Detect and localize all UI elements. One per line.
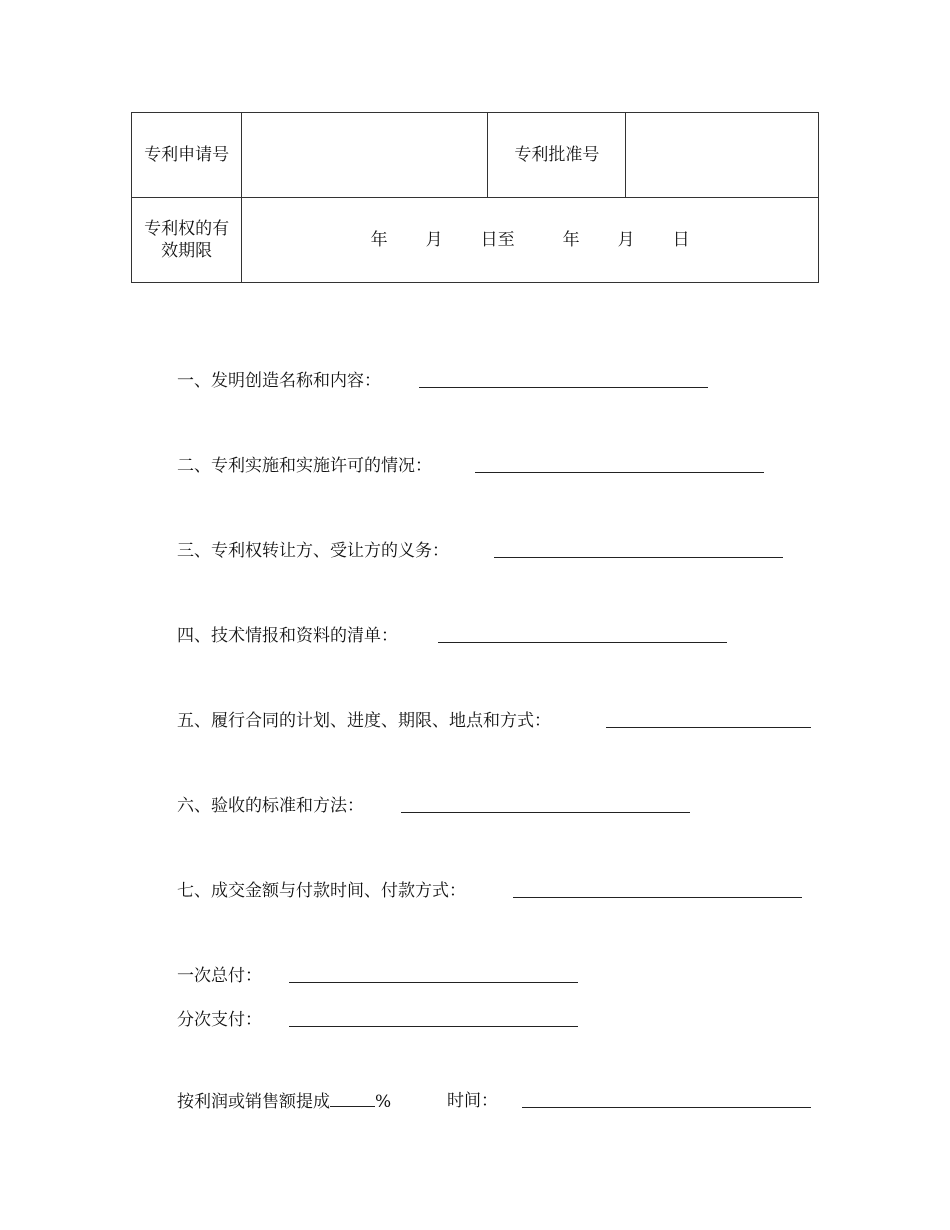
item-2-label: 二、专利实施和实施许可的情况： [177, 456, 432, 476]
item-2-blank[interactable] [475, 472, 764, 473]
royalty-time-blank[interactable] [522, 1107, 811, 1108]
patent-info-table [131, 112, 819, 283]
validity-label [132, 198, 242, 283]
lump-sum-label: 一次总付： [177, 966, 262, 986]
item-1-label: 一、发明创造名称和内容： [177, 371, 381, 391]
royalty-time-label: 时间： [447, 1091, 498, 1111]
approval-no-field[interactable] [626, 113, 819, 198]
validity-label-line2: 效期限 [161, 241, 213, 261]
start-year-label: 年 [370, 230, 388, 250]
percent-sign: % [375, 1092, 392, 1112]
item-5-label: 五、履行合同的计划、进度、期限、地点和方式： [177, 711, 551, 731]
application-no-field[interactable] [242, 113, 488, 198]
end-year-label: 年 [562, 230, 580, 250]
item-3-label: 三、专利权转让方、受让方的义务： [177, 541, 449, 561]
item-7-label: 七、成交金额与付款时间、付款方式： [177, 881, 466, 901]
item-4-blank[interactable] [438, 642, 727, 643]
start-day-to-label: 日至 [480, 230, 515, 250]
item-6-blank[interactable] [401, 812, 690, 813]
royalty-percent-blank[interactable] [330, 1089, 375, 1107]
application-no-label: 专利申请号 [132, 113, 242, 198]
item-3-blank[interactable] [494, 557, 783, 558]
approval-no-label: 专利批准号 [488, 113, 626, 198]
installments-blank[interactable] [289, 1026, 578, 1027]
item-1-blank[interactable] [419, 387, 708, 388]
item-5-blank[interactable] [606, 727, 811, 728]
royalty-line [177, 1089, 391, 1113]
start-month-label: 月 [425, 230, 443, 250]
royalty-label: 按利润或销售额提成 [177, 1092, 330, 1112]
item-6-label: 六、验收的标准和方法： [177, 796, 364, 816]
item-7-blank[interactable] [513, 897, 802, 898]
item-4-label: 四、技术情报和资料的清单： [177, 626, 398, 646]
end-day-label: 日 [672, 230, 690, 250]
installments-label: 分次支付： [177, 1010, 262, 1030]
validity-date-range[interactable] [242, 198, 819, 283]
lump-sum-blank[interactable] [289, 982, 578, 983]
end-month-label: 月 [617, 230, 635, 250]
validity-label-line1: 专利权的有 [144, 219, 230, 239]
